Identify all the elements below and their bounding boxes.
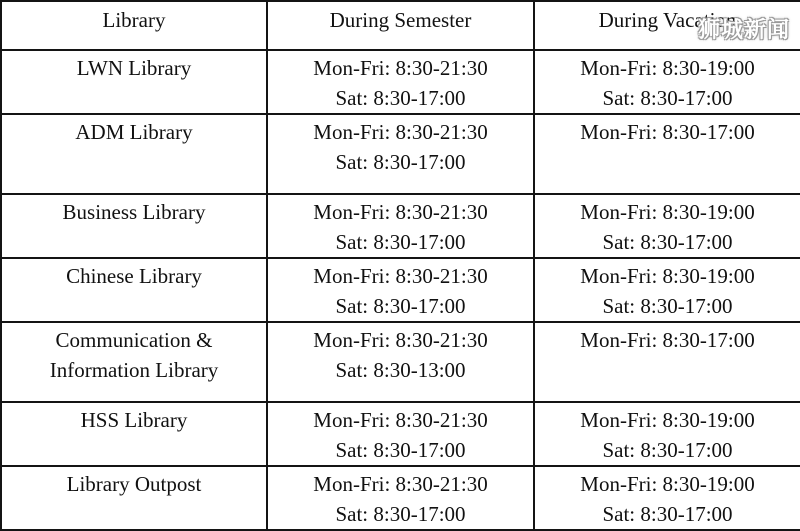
table-row (1, 322, 800, 402)
semester-saturday-hours: Sat: 8:30-13:00 (335, 358, 466, 382)
library-name-cell (1, 50, 267, 114)
vacation-saturday-hours: Sat: 8:30-17:00 (602, 502, 733, 526)
semester-saturday-hours: Sat: 8:30-17:00 (335, 502, 466, 526)
semester-weekday-hours: Mon-Fri: 8:30-21:30 (313, 328, 488, 352)
semester-hours-cell (267, 50, 534, 114)
semester-saturday-hours: Sat: 8:30-17:00 (335, 294, 466, 318)
library-name-cell (1, 258, 267, 322)
vacation-saturday-hours: Sat: 8:30-17:00 (602, 86, 733, 110)
header-during-semester: During Semester (267, 1, 534, 50)
library-name-cell (1, 194, 267, 258)
vacation-saturday-hours: Sat: 8:30-17:00 (602, 438, 733, 462)
library-name-cell (1, 114, 267, 194)
vacation-hours-cell (534, 50, 800, 114)
header-library: Library (1, 1, 267, 50)
table-row (1, 194, 800, 258)
vacation-weekday-hours: Mon-Fri: 8:30-17:00 (580, 328, 755, 352)
vacation-hours-cell (534, 114, 800, 194)
library-name: ADM Library (75, 120, 193, 144)
semester-weekday-hours: Mon-Fri: 8:30-21:30 (313, 56, 488, 80)
library-name-continued: Information Library (49, 358, 219, 382)
library-name-cell (1, 402, 267, 466)
library-name: HSS Library (80, 408, 188, 432)
semester-hours-cell (267, 402, 534, 466)
semester-saturday-hours: Sat: 8:30-17:00 (335, 86, 466, 110)
semester-saturday-hours: Sat: 8:30-17:00 (335, 150, 466, 174)
vacation-hours-cell (534, 322, 800, 402)
vacation-weekday-hours: Mon-Fri: 8:30-19:00 (580, 408, 755, 432)
vacation-weekday-hours: Mon-Fri: 8:30-19:00 (580, 472, 755, 496)
semester-hours-cell (267, 194, 534, 258)
vacation-weekday-hours: Mon-Fri: 8:30-17:00 (580, 120, 755, 144)
vacation-hours-cell (534, 402, 800, 466)
vacation-weekday-hours: Mon-Fri: 8:30-19:00 (580, 200, 755, 224)
semester-weekday-hours: Mon-Fri: 8:30-21:30 (313, 200, 488, 224)
watermark: 狮城新闻 (697, 18, 790, 43)
library-name: LWN Library (76, 56, 192, 80)
library-name-cell (1, 322, 267, 402)
vacation-saturday-hours: Sat: 8:30-17:00 (602, 294, 733, 318)
library-name: Chinese Library (66, 264, 202, 288)
vacation-weekday-hours: Mon-Fri: 8:30-19:00 (580, 264, 755, 288)
semester-hours-cell (267, 466, 534, 530)
table-row (1, 50, 800, 114)
vacation-hours-cell (534, 258, 800, 322)
vacation-saturday-hours: Sat: 8:30-17:00 (602, 230, 733, 254)
table-row (1, 402, 800, 466)
table-row (1, 114, 800, 194)
library-name: Communication & (55, 328, 213, 352)
semester-hours-cell (267, 322, 534, 402)
vacation-weekday-hours: Mon-Fri: 8:30-19:00 (580, 56, 755, 80)
vacation-hours-cell (534, 194, 800, 258)
semester-hours-cell (267, 258, 534, 322)
semester-weekday-hours: Mon-Fri: 8:30-21:30 (313, 408, 488, 432)
table-row (1, 258, 800, 322)
semester-hours-cell (267, 114, 534, 194)
library-name-cell (1, 466, 267, 530)
semester-saturday-hours: Sat: 8:30-17:00 (335, 230, 466, 254)
semester-weekday-hours: Mon-Fri: 8:30-21:30 (313, 472, 488, 496)
library-name: Library Outpost (66, 472, 202, 496)
semester-weekday-hours: Mon-Fri: 8:30-21:30 (313, 264, 488, 288)
header-during-vacation: During Vacation (534, 1, 800, 50)
table-header-row (1, 1, 800, 50)
semester-saturday-hours: Sat: 8:30-17:00 (335, 438, 466, 462)
table-row (1, 466, 800, 530)
semester-weekday-hours: Mon-Fri: 8:30-21:30 (313, 120, 488, 144)
vacation-hours-cell (534, 466, 800, 530)
library-name: Business Library (62, 200, 206, 224)
